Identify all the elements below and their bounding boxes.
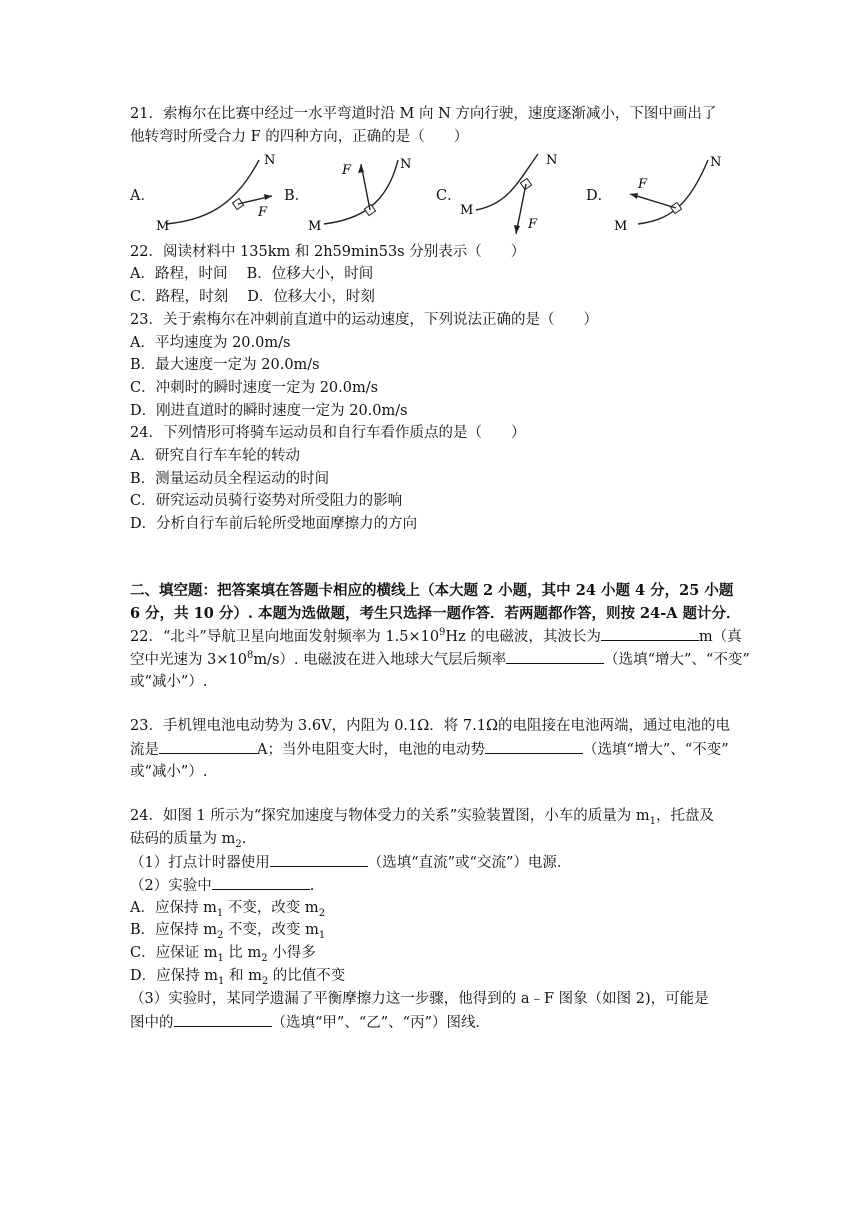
f24-line1: 24．如图 1 所示为“探究加速度与物体受力的关系”实验装置图，小车的质量为 $m_1$，托盘及 [130,808,714,827]
q22-options-row1[interactable]: A．路程，时间 B．位移大小，时间 [130,266,374,282]
f22-blank-wavelength[interactable] [601,626,699,641]
label-n: N [264,153,276,168]
q24-option-a[interactable]: A．研究自行车车轮的转动 [130,448,300,464]
f24-blank-graph[interactable] [174,1012,272,1027]
q22-options-row2[interactable]: C．路程，时刻 D．位移大小，时刻 [130,289,375,305]
f24-part3: （3）实验时，某同学遗漏了平衡摩擦力这一步骤，他得到的 a﹣F 图象（如图 2)，可能是 [130,991,709,1007]
section2-heading-line1: 二、填空题：把答案填在答题卡相应的横线上（本大题 2 小题，其中 24 小题 4 分，25 小题 [130,582,734,599]
q21-figure-b [306,152,426,232]
f24-option-d[interactable]: D．应保持 $m_1$ 和 $m_2$ 的比值不变 [130,968,346,987]
f24-blank-power[interactable] [270,852,368,867]
q21-figure-d [608,152,728,232]
q23-stem: 23．关于索梅尔在冲刺前直道中的运动速度，下列说法正确的是（ ） [130,312,598,328]
f24-option-b[interactable]: B．应保持 $m_2$ 不变，改变 $m_1$ [130,922,326,941]
label-n: N [710,155,722,170]
label-f: F [342,163,352,178]
q21-stem-line2: 他转弯时所受合力 F 的四种方向，正确的是（ ） [130,129,469,145]
q21-stem-line1: 21．索梅尔在比赛中经过一水平弯道时沿 M 向 N 方向行驶，速度逐渐减小，下图中画出了 [130,106,717,122]
f24-option-c[interactable]: C．应保证 $m_1$ 比 $m_2$ 小得多 [130,945,316,964]
label-m: M [614,219,628,234]
f23-blank-current[interactable] [159,739,257,754]
f22-blank-frequency[interactable] [506,649,604,664]
q21-figures [130,152,730,236]
section2-heading-line2: 6 分，共 10 分）. 本题为选做题，考生只选择一题作答．若两题都作答，则按 24-A 题计分． [130,605,741,622]
f22-line1: 22．“北斗”导航卫星向地面发射频率为 $1.5\times 10^9Hz$ 的电磁波，其波长为 m（真 [130,627,742,645]
label-f: F [528,217,538,232]
label-n: N [546,153,558,168]
f24-part3-cont: 图中的 （选填“甲”、“乙”、“丙”）图线． [130,1012,490,1033]
f24-option-a[interactable]: A．应保持 $m_1$ 不变，改变 $m_2$ [130,900,326,919]
f22-line3: 或“减小”）. [130,674,208,690]
q23-option-d[interactable]: D．刚进直道时的瞬时速度一定为 20.0m/s [130,403,408,419]
f23-line2: 流是 A；当外电阻变大时，电池的电动势 （选填“增大”、“不变” [130,739,729,760]
q21-option-a-label[interactable]: A． [130,188,155,204]
q21-figure-c [458,152,578,236]
q21-option-c-label[interactable]: C． [436,188,462,204]
q21-option-b-label[interactable]: B． [284,188,310,204]
q22-stem: 22．阅读材料中 135km 和 2h59min53s 分别表示（ ） [130,244,526,260]
q24-stem: 24．下列情形可将骑车运动员和自行车看作质点的是（ ） [130,425,526,441]
q23-option-b[interactable]: B．最大速度一定为 20.0m/s [130,357,320,373]
f24-part1: （1）打点计时器使用 （选填“直流”或“交流”）电源． [130,852,571,873]
q21-option-d-label[interactable]: D． [586,188,613,204]
f24-line2: 砝码的质量为 $m_2$. [130,831,247,850]
label-f: F [638,177,648,192]
q23-option-c[interactable]: C．冲刺时的瞬时速度一定为 20.0m/s [130,380,379,396]
f23-line3: 或“减小”）. [130,764,208,780]
f23-blank-emf[interactable] [485,739,583,754]
label-m: M [308,219,322,234]
f24-blank-experiment[interactable] [212,875,310,890]
f23-line1: 23．手机锂电池电动势为 3.6V，内阻为 0.1Ω．将 7.1Ω的电阻接在电池两端，通过电池的电 [130,718,730,734]
label-n: N [400,157,412,172]
f24-part2: （2）实验中 . [130,875,314,896]
q23-option-a[interactable]: A．平均速度为 20.0m/s [130,335,291,351]
f22-line2: 空中光速为 $3\times 10^8m/s$）. 电磁波在进入地球大气层后频率 （选填“增大”、“不变” [130,650,750,668]
label-f: F [258,205,268,220]
q21-figure-a [154,152,274,232]
q24-option-c[interactable]: C．研究运动员骑行姿势对所受阻力的影响 [130,493,403,509]
q24-option-d[interactable]: D．分析自行车前后轮所受地面摩擦力的方向 [130,516,418,532]
q24-option-b[interactable]: B．测量运动员全程运动的时间 [130,471,330,487]
label-m: M [460,203,474,218]
label-m: M [156,219,170,234]
